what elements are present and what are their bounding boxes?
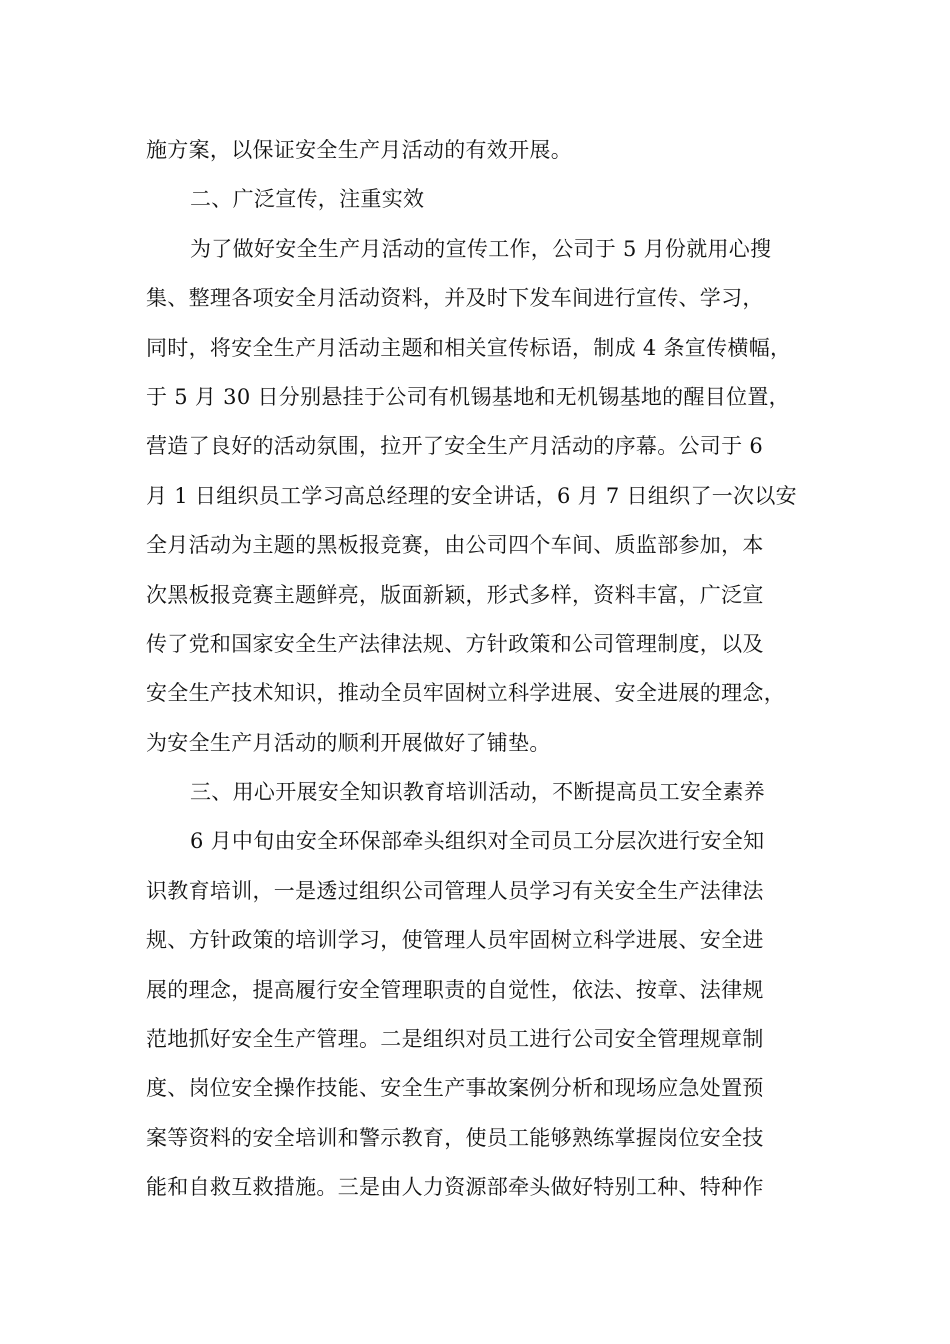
text-line: 施方案，以保证安全生产月活动的有效开展。	[146, 138, 572, 162]
text-line: 月 1 日组织员工学习高总经理的安全讲话，6 月 7 日组织了一次以安	[146, 483, 797, 508]
text-line: 识教育培训，一是透过组织公司管理人员学习有关安全生产法律法	[146, 878, 764, 903]
text-line: 营造了良好的活动氛围，拉开了安全生产月活动的序幕。公司于 6	[146, 434, 764, 459]
paragraph-first-line: 6 月中旬由安全环保部牵头组织对全司员工分层次进行安全知	[190, 829, 765, 854]
text-line: 同时，将安全生产月活动主题和相关宣传标语，制成 4 条宣传横幅，	[146, 335, 792, 360]
text-line: 展的理念，提高履行安全管理职责的自觉性，依法、按章、法律规	[146, 977, 764, 1002]
text-line: 次黑板报竞赛主题鲜亮，版面新颖，形式多样，资料丰富，广泛宣	[146, 582, 764, 607]
text-line: 范地抓好安全生产管理。二是组织对员工进行公司安全管理规章制	[146, 1027, 764, 1052]
text-line: 能和自救互救措施。三是由人力资源部牵头做好特别工种、特种作	[146, 1175, 764, 1200]
text-line: 案等资料的安全培训和警示教育，使员工能够熟练掌握岗位安全技	[146, 1125, 764, 1150]
text-line: 全月活动为主题的黑板报竞赛，由公司四个车间、质监部参加，本	[146, 533, 764, 558]
document-body	[146, 126, 826, 1213]
paragraph-first-line: 为了做好安全生产月活动的宣传工作，公司于 5 月份就用心搜	[190, 236, 772, 261]
text-line: 为安全生产月活动的顺利开展做好了铺垫。	[146, 730, 551, 755]
text-line: 规、方针政策的培训学习，使管理人员牢固树立科学进展、安全进	[146, 928, 764, 953]
paragraph-first-line: 三、用心开展安全知识教育培训活动，不断提高员工安全素养	[190, 780, 766, 805]
text-line: 于 5 月 30 日分别悬挂于公司有机锡基地和无机锡基地的醒目位置，	[146, 384, 790, 409]
text-line: 度、岗位安全操作技能、安全生产事故案例分析和现场应急处置预	[146, 1076, 764, 1101]
text-line: 安全生产技术知识，推动全员牢固树立科学进展、安全进展的理念，	[146, 681, 785, 706]
text-line: 集、整理各项安全月活动资料，并及时下发车间进行宣传、学习，	[146, 286, 764, 311]
paragraph-first-line: 二、广泛宣传，注重实效	[190, 187, 425, 212]
text-line: 传了党和国家安全生产法律法规、方针政策和公司管理制度，以及	[146, 631, 764, 656]
